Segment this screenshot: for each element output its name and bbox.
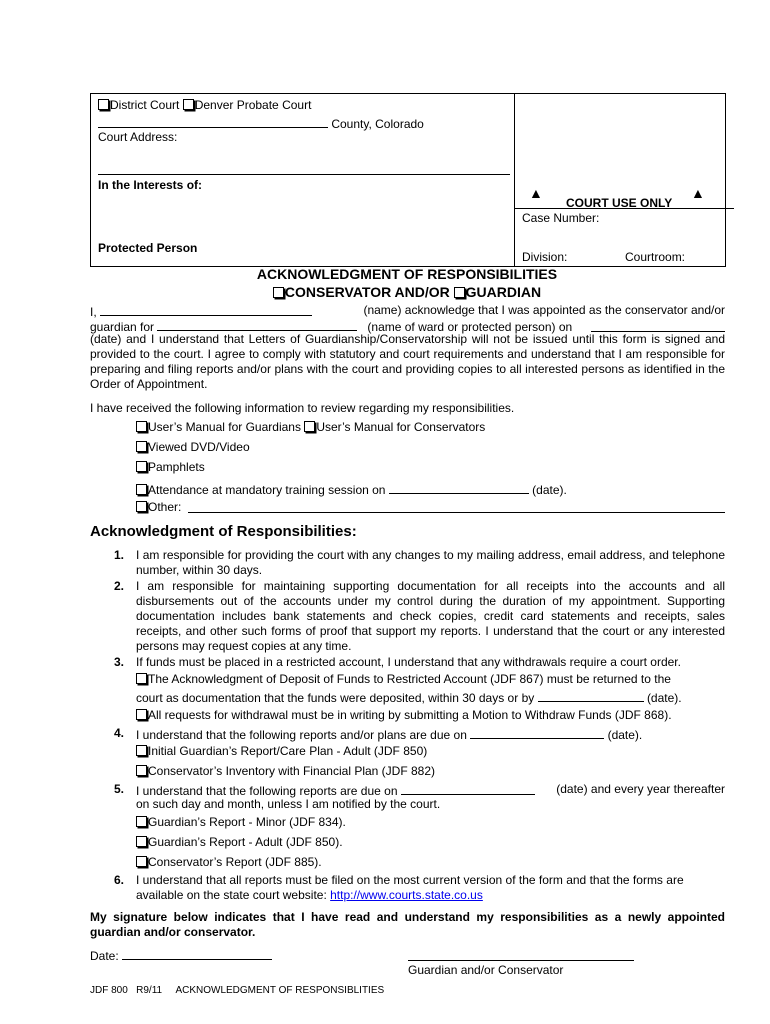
- item-5a-row: [136, 815, 346, 829]
- item-number: 4.: [113, 726, 124, 740]
- item-5c-row: [136, 855, 322, 869]
- in-interests-label: In the Interests of:: [98, 178, 203, 192]
- withdrawal-checkbox[interactable]: [136, 709, 147, 720]
- item-2-text: I am responsible for maintaining supporting documentation for all receipts into the accounts and all disbursements out of the accounts under my control during the duration of my appointment. Supporting documentation includes bank statements and check copies, credit card statements and receipts, sales receipts, and other such forms of proof that support my reports. I understand that the court or any interested persons may request copies at any time.: [136, 579, 725, 653]
- pamphlets-label: Pamphlets: [148, 460, 205, 474]
- item-number: 1.: [113, 548, 124, 562]
- courts-website-link[interactable]: http://www.courts.state.co.us: [330, 888, 483, 902]
- county-field[interactable]: [98, 115, 328, 128]
- item-1-text: I am responsible for providing the court with any changes to my mailing address, email address, and telephone number, within 30 days.: [136, 548, 725, 577]
- restricted-deposit-checkbox[interactable]: [136, 673, 147, 684]
- footer: [90, 985, 384, 996]
- signature-line[interactable]: [408, 960, 634, 961]
- manuals-row: [136, 420, 485, 434]
- item-4-text: I understand that the following reports and/or plans are due on: [136, 728, 467, 742]
- name-field[interactable]: [100, 303, 312, 316]
- item-number: 6.: [113, 873, 124, 887]
- item-3a-line-2: [136, 689, 682, 705]
- caption-divider: [514, 93, 515, 267]
- title-roles: [90, 284, 724, 300]
- arrow-up-icon: ▲: [529, 185, 543, 201]
- county-line: [98, 115, 424, 131]
- ward-name-label: (name of ward or protected person) on: [367, 320, 573, 334]
- plans-due-date-label: (date).: [607, 728, 643, 742]
- item-5c-text: Conservator’s Report (JDF 885).: [148, 855, 322, 869]
- ward-name-field[interactable]: [157, 318, 357, 331]
- item-6-line-2: [136, 888, 483, 902]
- intro-paragraph: (date) and I understand that Letters of Guardianship/Conservatorship will not be issued until this form is signed and provided to the court. I agree to comply with statutory and court requirements and understand that I am responsible for preparing and filing reports and/or plans with the court and providing copies to all interested persons as identified in the Order of Appointment.: [90, 332, 725, 391]
- pamphlets-row: [136, 460, 205, 474]
- conservator-checkbox[interactable]: [273, 287, 284, 298]
- pamphlets-checkbox[interactable]: [136, 461, 147, 472]
- intro-line-1: [90, 303, 725, 319]
- denver-probate-checkbox[interactable]: [183, 99, 194, 110]
- form-name: ACKNOWLEDGMENT OF RESPONSIBLITIES: [175, 985, 385, 996]
- division-label: Division:: [522, 250, 568, 264]
- reports-due-date-field[interactable]: [401, 782, 535, 795]
- guardian-checkbox[interactable]: [454, 287, 465, 298]
- signature-statement: My signature below indicates that I have read and understand my responsibilities as a newly appointed guardian and/or conservator.: [90, 910, 725, 939]
- page-title: ACKNOWLEDGMENT OF RESPONSIBILITIES: [256, 266, 558, 282]
- item-number: 5.: [113, 782, 124, 796]
- training-row: [136, 481, 567, 497]
- inventory-checkbox[interactable]: [136, 765, 147, 776]
- item-4a-row: [136, 744, 427, 758]
- item-5a-text: Guardian’s Report - Minor (JDF 834).: [148, 815, 346, 829]
- minor-report-checkbox[interactable]: [136, 816, 147, 827]
- item-number: 2.: [113, 579, 124, 593]
- item-5-text-2: on such day and month, unless I am notified by the court.: [136, 797, 441, 811]
- training-checkbox[interactable]: [136, 484, 147, 495]
- deposit-date-field[interactable]: [538, 689, 644, 702]
- conservator-label: CONSERVATOR AND/OR: [284, 284, 454, 300]
- court-options: [98, 98, 311, 112]
- item-4b-row: [136, 764, 435, 778]
- arrow-up-icon: ▲: [691, 185, 705, 201]
- item-3a-text-2: court as documentation that the funds were deposited, within 30 days or by: [136, 691, 535, 705]
- adult-report-checkbox[interactable]: [136, 836, 147, 847]
- appointment-date-field[interactable]: [591, 319, 725, 332]
- other-field[interactable]: [188, 512, 725, 513]
- item-5b-text: Guardian’s Report - Adult (JDF 850).: [148, 835, 343, 849]
- form-revision: R9/11: [136, 985, 163, 996]
- protected-person-label: Protected Person: [98, 241, 198, 255]
- signature-date-field[interactable]: [122, 947, 272, 960]
- conservators-manual-checkbox[interactable]: [304, 421, 315, 432]
- deposit-date-label: (date).: [646, 691, 682, 705]
- item-5-text-end: (date) and every year thereafter: [556, 782, 725, 796]
- training-label: Attendance at mandatory training session on: [148, 483, 386, 497]
- initial-report-checkbox[interactable]: [136, 745, 147, 756]
- form-number: JDF 800: [90, 985, 128, 996]
- signer-label: Guardian and/or Conservator: [408, 963, 564, 977]
- dvd-label: Viewed DVD/Video: [148, 440, 250, 454]
- district-court-label: District Court: [110, 98, 180, 112]
- date-row: [90, 947, 272, 963]
- date-label: Date:: [90, 949, 119, 963]
- intro-i: I,: [90, 305, 97, 319]
- item-4a-text: Initial Guardian’s Report/Care Plan - Adult (JDF 850): [148, 744, 428, 758]
- item-3a-text: The Acknowledgment of Deposit of Funds to Restricted Account (JDF 867) must be returned to the: [148, 672, 671, 686]
- item-5-text-row: [136, 782, 725, 798]
- conservator-report-checkbox[interactable]: [136, 856, 147, 867]
- district-court-checkbox[interactable]: [98, 99, 109, 110]
- item-6-text: I understand that all reports must be filed on the most current version of the form and that the forms are: [136, 873, 684, 887]
- court-use-only-label: COURT USE ONLY: [566, 196, 673, 210]
- conservators-manual-label: User’s Manual for Conservators: [316, 420, 486, 434]
- item-4-text-row: [136, 726, 642, 742]
- received-lead: I have received the following information to review regarding my responsibilities.: [90, 401, 515, 415]
- other-label: Other:: [148, 500, 182, 514]
- court-address-label: Court Address:: [98, 130, 178, 144]
- courtroom-label: Courtroom:: [625, 250, 686, 264]
- item-4b-text: Conservator’s Inventory with Financial Plan (JDF 882): [148, 764, 436, 778]
- guardian-label: GUARDIAN: [465, 284, 542, 300]
- denver-probate-label: Denver Probate Court: [194, 98, 312, 112]
- item-5b-row: [136, 835, 343, 849]
- item-5-text: I understand that the following reports are due on: [136, 784, 398, 798]
- dvd-row: [136, 440, 250, 454]
- item-3b-text: All requests for withdrawal must be in writing by submitting a Motion to Withdraw Funds (JDF 868).: [148, 708, 672, 722]
- county-label: County, Colorado: [331, 117, 424, 131]
- item-6-text-2: available on the state court website:: [136, 888, 331, 902]
- intro-name-ack: (name) acknowledge that I was appointed as the conservator and/or: [363, 303, 725, 317]
- guardians-manual-checkbox[interactable]: [136, 421, 147, 432]
- item-number: 3.: [113, 655, 124, 669]
- other-row: [136, 500, 181, 514]
- training-date-label: (date).: [532, 483, 567, 497]
- item-3-text: If funds must be placed in a restricted account, I understand that any withdrawals require a court order.: [136, 655, 681, 669]
- dvd-checkbox[interactable]: [136, 441, 147, 452]
- case-number-label: Case Number:: [522, 211, 600, 225]
- ack-heading: Acknowledgment of Responsibilities:: [90, 523, 357, 540]
- item-3a-row: [136, 672, 725, 686]
- other-checkbox[interactable]: [136, 501, 147, 512]
- interests-rule[interactable]: [98, 174, 510, 175]
- guardians-manual-label: User’s Manual for Guardians: [148, 420, 301, 434]
- plans-due-date-field[interactable]: [470, 726, 604, 739]
- guardian-for-label: guardian for: [90, 320, 155, 334]
- item-3b-row: [136, 708, 672, 722]
- training-date-field[interactable]: [389, 481, 529, 494]
